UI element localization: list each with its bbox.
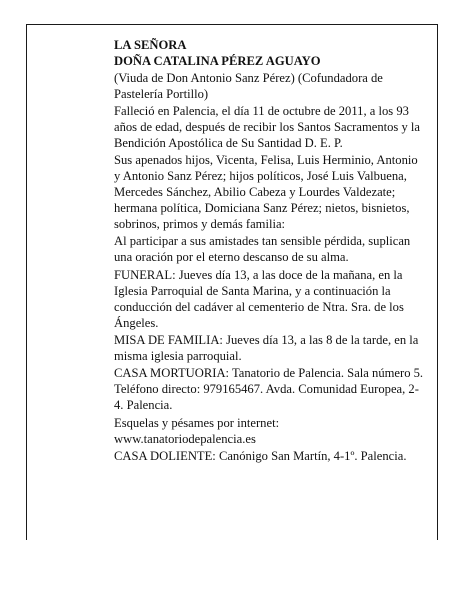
- obituary-notice: [114, 38, 424, 467]
- notice-subtitle: (Viuda de Don Antonio Sanz Pérez) (Cofundadora de Pastelería Portillo): [114, 70, 383, 101]
- notice-border-top: [26, 24, 438, 25]
- notice-border-left: [26, 24, 27, 540]
- funeral-paragraph: FUNERAL: Jueves día 13, a las doce de la mañana, en la Iglesia Parroquial de Santa Marina, y a continuación la conducción del cadáver al cementerio de Ntra. Sra. de los Ángeles.: [114, 267, 404, 330]
- online-condolences-paragraph: Esquelas y pésames por internet: www.tanatoriodepalencia.es: [114, 415, 280, 446]
- death-notice-paragraph: Falleció en Palencia, el día 11 de octubre de 2011, a los 93 años de edad, después de recibir los Santos Sacramentos y la Bendición Apostólica de Su Santidad D. E. P.: [114, 104, 421, 150]
- notice-title: LA SEÑORA: [114, 38, 187, 52]
- funeral-home-paragraph: CASA MORTUORIA: Tanatorio de Palencia. Sala número 5. Teléfono directo: 979165467. Avda. Comunidad Europea, 2-4. Palencia.: [114, 366, 424, 413]
- deceased-name: DOÑA CATALINA PÉREZ AGUAYO: [114, 53, 321, 68]
- family-mass-paragraph: MISA DE FAMILIA: Jueves día 13, a las 8 de la tarde, en la misma iglesia parroquial.: [114, 333, 419, 363]
- prayer-request-paragraph: Al participar a sus amistades tan sensible pérdida, suplican una oración por el eterno descanso de su alma.: [114, 234, 411, 265]
- mourning-house-paragraph: CASA DOLIENTE: Canónigo San Martín, 4-1º. Palencia.: [114, 449, 407, 464]
- notice-border-right: [437, 24, 438, 540]
- mourners-paragraph: Sus apenados hijos, Vicenta, Felisa, Luis Herminio, Antonio y Antonio Sanz Pérez; hijos políticos, José Luis Valbuena, Mercedes Sánchez, Abilio Cabeza y Lourdes Valdezate; hermana política, Domiciana Sanz Pérez; nietos, bisnietos, sobrinos, primos y demás familia:: [114, 153, 418, 231]
